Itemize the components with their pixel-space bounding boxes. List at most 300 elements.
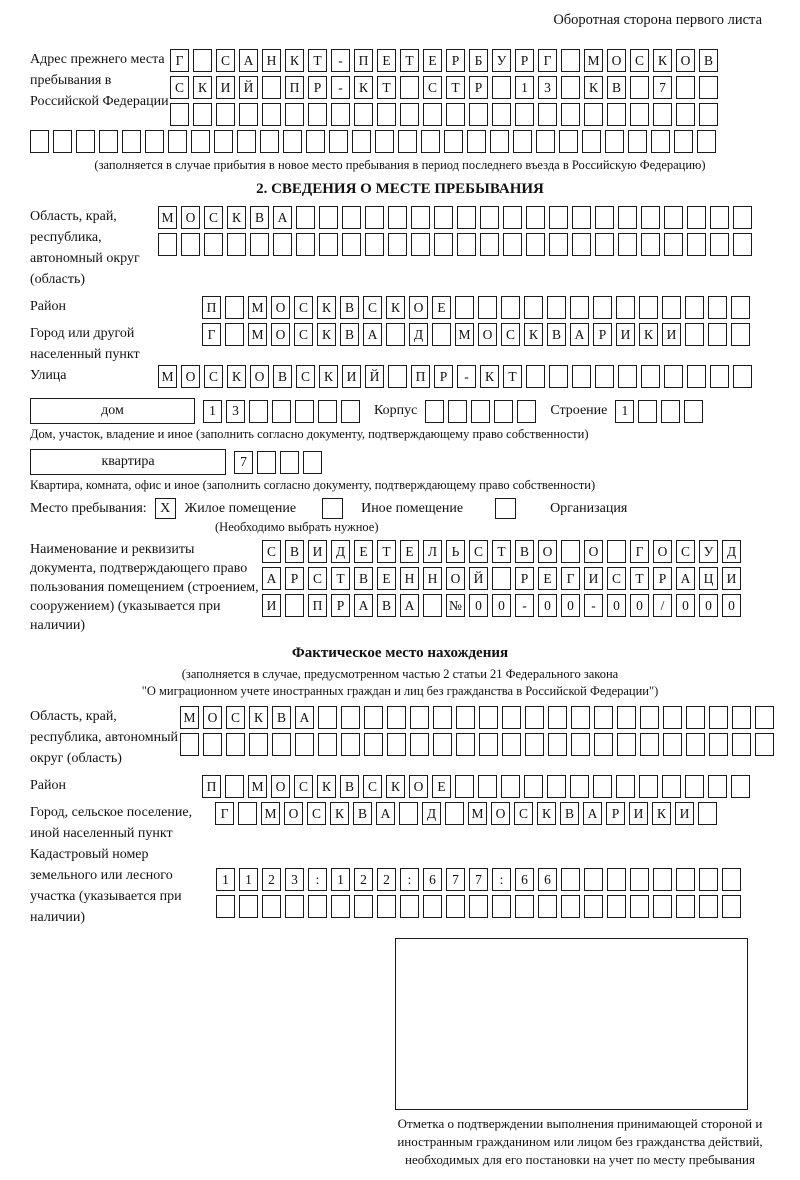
char-cell [76,130,95,153]
char-cell: А [295,706,314,729]
district2-row [202,775,754,798]
char-cell: О [203,706,222,729]
char-cell [239,895,258,918]
char-cell [685,296,704,319]
char-cell: - [331,76,350,99]
char-cell [517,400,536,423]
char-cell: К [317,296,336,319]
char-cell: Р [331,594,350,617]
char-cell: М [158,365,177,388]
char-cell [249,400,268,423]
char-cell: К [330,802,349,825]
char-cell: 6 [538,868,557,891]
char-cell [664,206,683,229]
char-cell: У [492,49,511,72]
prev-address-row-1 [170,49,722,72]
choose-note: (Необходимо выбрать нужное) [215,520,379,534]
char-cell [250,233,269,256]
document-row-2 [262,567,745,590]
city2-row [215,802,721,825]
char-cell [676,868,695,891]
char-cell: 1 [331,868,350,891]
char-cell [593,775,612,798]
char-cell [651,130,670,153]
char-cell [53,130,72,153]
stay-type-row [30,498,770,519]
char-cell: С [294,323,313,346]
char-cell [699,868,718,891]
char-cell [639,296,658,319]
char-cell: Р [308,76,327,99]
char-cell [492,567,511,590]
char-cell: М [455,323,474,346]
char-cell [354,103,373,126]
char-cell [469,895,488,918]
prev-address-label: Адрес прежнего места пребывания в Российской Федерации [30,52,169,109]
char-cell: А [262,567,281,590]
char-cell: Р [515,49,534,72]
district-block [30,296,770,323]
char-cell: О [181,206,200,229]
char-cell [318,733,337,756]
char-cell: Р [285,567,304,590]
char-cell: С [423,76,442,99]
char-cell: В [607,76,626,99]
char-cell: О [271,323,290,346]
char-cell [432,323,451,346]
district2-label: Район [30,778,66,793]
char-cell [295,733,314,756]
char-cell [755,733,774,756]
char-cell: 0 [538,594,557,617]
char-cell: Д [722,540,741,563]
char-cell: О [676,49,695,72]
char-cell: 6 [423,868,442,891]
char-cell [471,400,490,423]
char-cell: О [271,296,290,319]
char-cell: А [400,594,419,617]
char-cell [618,206,637,229]
char-cell [525,706,544,729]
char-cell [227,233,246,256]
char-cell [410,733,429,756]
char-cell: С [363,296,382,319]
char-cell [260,130,279,153]
char-cell: О [271,775,290,798]
char-cell [548,706,567,729]
char-cell [595,233,614,256]
char-cell: К [285,49,304,72]
korpus-label: Корпус [374,403,418,418]
char-cell [639,775,658,798]
char-cell [262,103,281,126]
char-cell [375,130,394,153]
char-cell [710,206,729,229]
char-cell: В [340,296,359,319]
char-cell: 1 [615,400,634,423]
region-row-2 [158,233,756,256]
char-cell [342,206,361,229]
char-cell: К [584,76,603,99]
char-cell: - [515,594,534,617]
char-cell [354,895,373,918]
char-cell: К [524,323,543,346]
char-cell [444,130,463,153]
char-cell: А [363,323,382,346]
char-cell [225,296,244,319]
prev-address-note: (заполняется в случае прибытия в новое место пребывания в период последнего въезда в Российскую Федерацию) [94,158,706,172]
char-cell: 7 [446,868,465,891]
char-cell [630,895,649,918]
char-cell [455,296,474,319]
city-block [30,323,770,365]
char-cell [492,76,511,99]
checkbox-residential [155,498,176,519]
char-cell [456,706,475,729]
char-cell [595,365,614,388]
char-cell: О [538,540,557,563]
char-cell [193,103,212,126]
document-label: Наименование и реквизиты документа, подтверждающего право пользования помещением (строением, сооружением) (указывается при наличии) [30,542,259,633]
char-cell [214,130,233,153]
char-cell: К [537,802,556,825]
char-cell: № [446,594,465,617]
char-cell: В [547,323,566,346]
char-cell [203,733,222,756]
apartment-cells [234,451,326,474]
char-cell: П [202,775,221,798]
char-cell: Г [202,323,221,346]
char-cell [561,895,580,918]
char-cell [538,895,557,918]
char-cell: В [250,206,269,229]
char-cell [388,365,407,388]
char-cell [411,206,430,229]
char-cell [593,296,612,319]
char-cell: К [354,76,373,99]
char-cell: И [662,323,681,346]
char-cell: О [584,540,603,563]
char-cell [699,103,718,126]
char-cell: Й [365,365,384,388]
char-cell [341,706,360,729]
char-cell [490,130,509,153]
region-label: Область, край, республика, автономный округ (область) [30,209,140,287]
char-cell: В [515,540,534,563]
char-cell [572,206,591,229]
char-cell [168,130,187,153]
char-cell: В [273,365,292,388]
char-cell [249,733,268,756]
char-cell [387,706,406,729]
char-cell [308,103,327,126]
char-cell [561,49,580,72]
char-cell [285,594,304,617]
char-cell: К [227,206,246,229]
char-cell: Е [432,296,451,319]
char-cell [618,233,637,256]
char-cell [455,775,474,798]
document-block [30,540,770,635]
char-cell [364,706,383,729]
char-cell: К [652,802,671,825]
char-cell [515,103,534,126]
prev-address-row-3 [170,103,722,126]
char-cell: С [501,323,520,346]
char-cell: С [469,540,488,563]
char-cell: Г [630,540,649,563]
char-cell [515,895,534,918]
char-cell [732,706,751,729]
char-cell [662,775,681,798]
char-cell [731,296,750,319]
house-type-box: дом [30,398,195,424]
char-cell [331,895,350,918]
char-cell: О [409,775,428,798]
char-cell [283,130,302,153]
cadastre-block [30,844,770,928]
char-cell: С [294,775,313,798]
char-cell [525,733,544,756]
char-cell [318,400,337,423]
char-cell: О [491,802,510,825]
char-cell [480,206,499,229]
char-cell: К [193,76,212,99]
char-cell: М [261,802,280,825]
char-cell: С [308,567,327,590]
char-cell: : [308,868,327,891]
char-cell: 0 [469,594,488,617]
stroenie-cells [615,400,707,423]
char-cell: 0 [492,594,511,617]
char-cell [685,775,704,798]
street-label: Улица [30,368,67,383]
char-cell [664,365,683,388]
char-cell [170,103,189,126]
char-cell: 3 [226,400,245,423]
cadastre-label: Кадастровый номер земельного или лесного участка (указывается при наличии) [30,847,182,925]
char-cell [653,103,672,126]
char-cell [272,733,291,756]
char-cell: В [354,567,373,590]
char-cell [676,76,695,99]
char-cell: Ь [446,540,465,563]
char-cell [238,802,257,825]
char-cell [630,76,649,99]
actual-location-note-1: (заполняется в случае, предусмотренном частью 2 статьи 21 Федерального закона [181,667,619,681]
char-cell: Д [409,323,428,346]
char-cell [158,233,177,256]
char-cell: Р [606,802,625,825]
char-cell [572,233,591,256]
char-cell [398,130,417,153]
char-cell [341,400,360,423]
char-cell: 2 [354,868,373,891]
char-cell [699,895,718,918]
char-cell [433,733,452,756]
char-cell: И [216,76,235,99]
char-cell: Р [653,567,672,590]
char-cell: 3 [538,76,557,99]
char-cell [273,233,292,256]
char-cell: М [468,802,487,825]
stamp-box [395,938,748,1110]
char-cell [538,103,557,126]
char-cell [698,802,717,825]
char-cell [457,233,476,256]
char-cell [501,296,520,319]
char-cell [400,895,419,918]
char-cell: - [584,594,603,617]
cadastre-row-1 [216,868,745,891]
char-cell [561,540,580,563]
stamp-note: Отметка о подтверждении выполнения принимающей стороной и иностранным гражданином или лицом без гражданства действий, необходимых для его постановки на учет по месту пребывания [397,1116,763,1167]
char-cell: А [239,49,258,72]
char-cell [513,130,532,153]
char-cell [548,733,567,756]
char-cell [478,296,497,319]
char-cell: В [560,802,579,825]
char-cell [687,365,706,388]
char-cell [524,775,543,798]
char-cell [687,206,706,229]
char-cell: А [376,802,395,825]
char-cell [319,233,338,256]
char-cell: Р [515,567,534,590]
char-cell [708,296,727,319]
char-cell [30,130,49,153]
char-cell: В [353,802,372,825]
char-cell: 3 [285,868,304,891]
char-cell [257,451,276,474]
char-cell [699,76,718,99]
char-cell [709,706,728,729]
region-block [30,206,770,290]
char-cell [663,706,682,729]
char-cell: О [409,296,428,319]
char-cell: К [639,323,658,346]
char-cell: К [319,365,338,388]
char-cell [663,733,682,756]
char-cell: П [202,296,221,319]
char-cell [386,323,405,346]
char-cell [191,130,210,153]
char-cell: С [307,802,326,825]
city2-label: Город, сельское поселение, иной населенный пункт [30,805,193,841]
char-cell: - [457,365,476,388]
char-cell [561,103,580,126]
char-cell: П [354,49,373,72]
char-cell: 7 [469,868,488,891]
char-cell [617,733,636,756]
char-cell: Е [538,567,557,590]
char-cell: Е [432,775,451,798]
char-cell: П [285,76,304,99]
district-label: Район [30,299,66,314]
char-cell [653,895,672,918]
apartment-type-box: квартира [30,449,226,475]
char-cell: Д [331,540,350,563]
char-cell: К [227,365,246,388]
option-organization-label: Организация [550,500,628,516]
char-cell: С [216,49,235,72]
char-cell [641,206,660,229]
char-cell [494,400,513,423]
char-cell: Й [469,567,488,590]
char-cell [377,103,396,126]
char-cell: М [584,49,603,72]
char-cell [331,103,350,126]
city-row [202,323,754,346]
region2-block [30,706,770,769]
char-cell: Т [503,365,522,388]
char-cell [616,296,635,319]
char-cell [561,868,580,891]
house-number-cells [203,400,364,423]
prev-address-row-4 [30,130,770,153]
char-cell [421,130,440,153]
char-cell [732,733,751,756]
char-cell [722,868,741,891]
korpus-cells [425,400,540,423]
char-cell [662,296,681,319]
house-row [30,398,770,424]
char-cell: И [342,365,361,388]
char-cell [547,775,566,798]
char-cell: О [284,802,303,825]
char-cell [319,206,338,229]
char-cell: В [377,594,396,617]
char-cell: М [248,296,267,319]
char-cell: - [331,49,350,72]
stay-type-label: Место пребывания: [30,500,147,516]
char-cell [122,130,141,153]
char-cell [329,130,348,153]
char-cell [571,733,590,756]
char-cell: 0 [630,594,649,617]
checkbox-other-premises [322,498,343,519]
char-cell [448,400,467,423]
char-cell: А [354,594,373,617]
char-cell [676,895,695,918]
district2-block [30,775,770,802]
char-cell: К [317,323,336,346]
char-cell: 2 [377,868,396,891]
house-note: Дом, участок, владение и иное (заполнить согласно документу, подтверждающему право собственности) [30,427,589,441]
char-cell: С [296,365,315,388]
char-cell [526,206,545,229]
stroenie-label: Строение [550,403,608,418]
char-cell [446,895,465,918]
char-cell: Р [593,323,612,346]
char-cell: 7 [234,451,253,474]
char-cell [423,103,442,126]
char-cell: Е [400,540,419,563]
char-cell [733,365,752,388]
char-cell: С [676,540,695,563]
char-cell [595,206,614,229]
char-cell [549,206,568,229]
char-cell [571,706,590,729]
char-cell: Т [331,567,350,590]
char-cell [709,733,728,756]
option-other-premises-label: Иное помещение [361,500,464,516]
char-cell: Г [538,49,557,72]
char-cell [618,365,637,388]
apartment-note: Квартира, комната, офис и иное (заполнить согласно документу, подтверждающему право собственности) [30,478,596,492]
char-cell: П [411,365,430,388]
char-cell [641,365,660,388]
